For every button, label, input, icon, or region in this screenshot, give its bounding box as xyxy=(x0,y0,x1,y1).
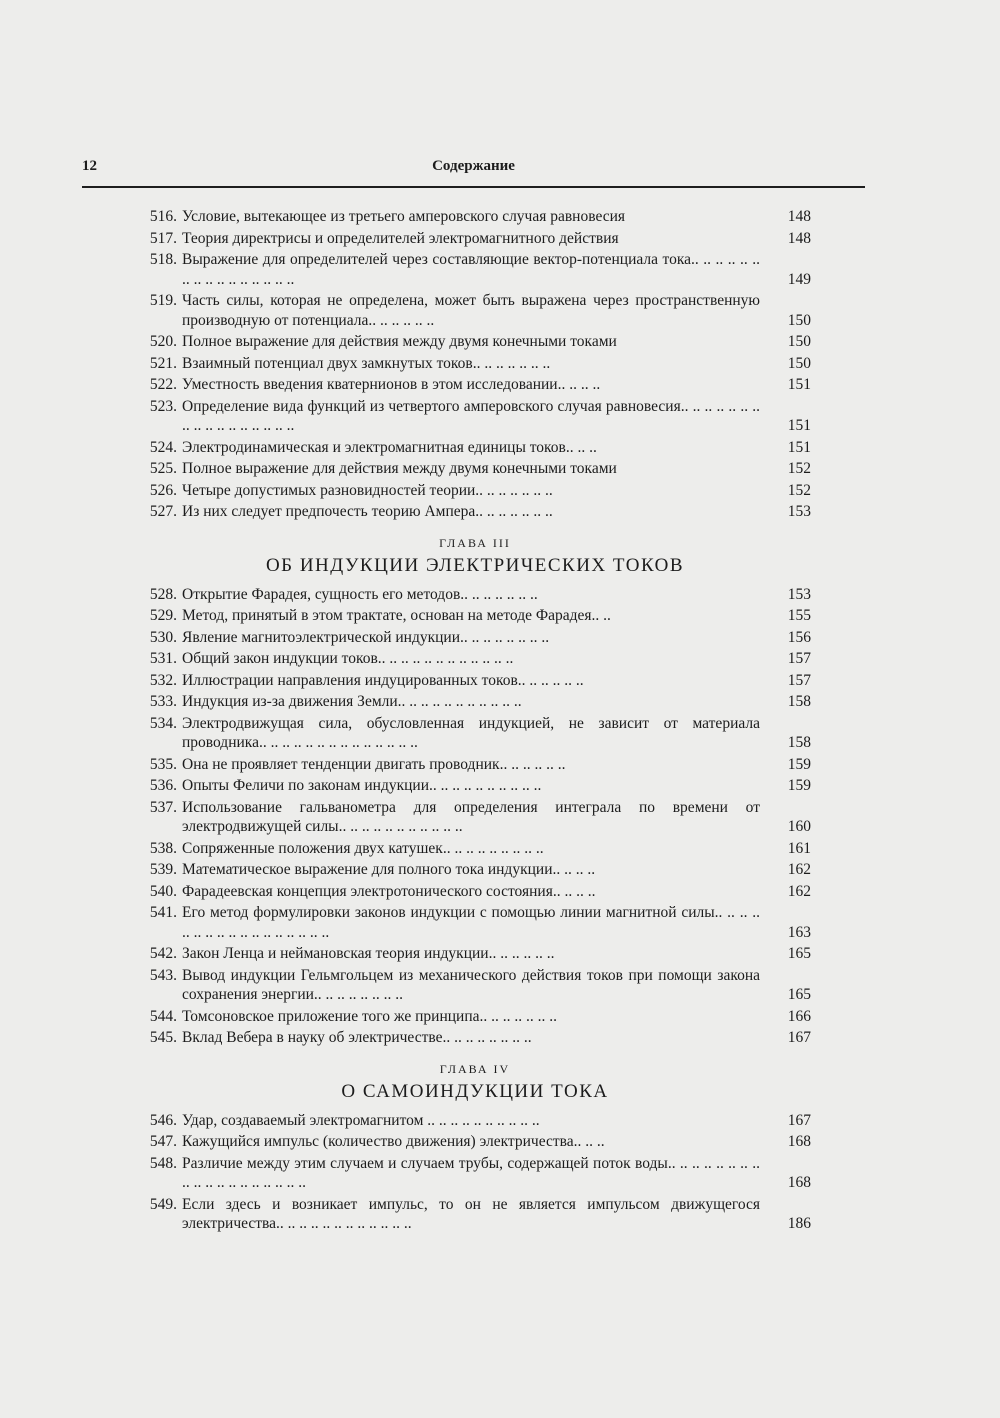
toc-entry-title: Фарадеевская концепция электротонического состояния.. .. .. .. xyxy=(182,882,596,900)
toc-entry-page: 159 xyxy=(787,777,811,794)
toc-entry xyxy=(125,839,825,859)
toc-entry-page: 158 xyxy=(787,734,811,751)
toc-entry-title: Из них следует предпочесть теорию Ампера.. .. .. .. .. .. .. xyxy=(182,503,553,520)
table-of-contents xyxy=(125,207,825,1236)
toc-entry-title: Определение вида функций из четвертого амперовского случая равновесия.. .. .. .. .. .. .. .. .. .. .. .. .. .. .. .. .. xyxy=(182,397,760,434)
toc-entry-number: 545. xyxy=(149,1029,177,1046)
toc-entry-number: 525. xyxy=(149,460,177,477)
toc-entry xyxy=(125,250,825,289)
toc-entry xyxy=(125,1195,825,1234)
toc-entry-page: 167 xyxy=(787,1111,811,1129)
toc-entry-title: Математическое выражение для полного тока индукции.. .. .. .. xyxy=(182,861,596,878)
toc-entry-title: Закон Ленца и неймановская теория индукции.. .. .. .. .. .. xyxy=(182,945,555,962)
toc-entry-number: 520. xyxy=(149,333,177,350)
toc-entry-number: 548. xyxy=(149,1154,177,1172)
toc-entry-title: Кажущийся импульс (количество движения) электричества.. .. .. xyxy=(182,1133,605,1150)
toc-entry xyxy=(125,375,825,395)
toc-entry xyxy=(125,714,825,753)
toc-entry-number: 538. xyxy=(149,839,177,857)
chapter-title: ОБ ИНДУКЦИИ ЭЛЕКТРИЧЕСКИХ ТОКОВ xyxy=(265,554,685,576)
toc-entry xyxy=(125,882,825,902)
toc-entry xyxy=(125,354,825,374)
toc-entry-title: Вклад Вебера в науку об электричестве.. .. .. .. .. .. .. .. xyxy=(182,1029,532,1046)
toc-entry-page: 150 xyxy=(787,311,811,329)
toc-entry-page: 153 xyxy=(787,585,811,603)
toc-entry-page: 156 xyxy=(787,628,811,646)
toc-entry xyxy=(125,776,825,796)
toc-entry-title: Метод, принятый в этом трактате, основан на методе Фарадея.. .. xyxy=(182,607,611,624)
toc-entry-number: 541. xyxy=(149,904,177,921)
toc-entry-number: 527. xyxy=(149,503,177,520)
toc-section-chapter-2-end xyxy=(125,207,825,522)
toc-entry xyxy=(125,692,825,712)
toc-entry-page: 149 xyxy=(787,270,811,288)
toc-entry-title: Томсоновское приложение того же принципа.. .. .. .. .. .. .. xyxy=(182,1007,558,1025)
toc-entry xyxy=(125,459,825,479)
toc-entry-number: 539. xyxy=(149,861,177,878)
chapter-title: О САМОИНДУКЦИИ ТОКА xyxy=(341,1080,609,1102)
toc-entry-page: 157 xyxy=(787,671,811,689)
toc-entry xyxy=(125,1028,825,1048)
toc-entry xyxy=(125,606,825,626)
toc-entry-title: Часть силы, которая не определена, может быть выражена через пространственную производную от потенциала.. .. .. .. .. .. xyxy=(182,292,760,329)
toc-entry xyxy=(125,671,825,691)
toc-entry xyxy=(125,1132,825,1152)
toc-entry-number: 535. xyxy=(149,755,177,773)
toc-entry-page: 162 xyxy=(787,861,811,878)
toc-entry-title: Явление магнитоэлектрической индукции.. .. .. .. .. .. .. .. xyxy=(182,628,550,646)
toc-entry-page: 168 xyxy=(787,1133,811,1150)
toc-entry-number: 536. xyxy=(149,777,177,794)
toc-entry-title: Общий закон индукции токов.. .. .. .. .. .. .. .. .. .. .. .. xyxy=(182,650,514,667)
toc-entry-title: Уместность введения кватернионов в этом исследовании.. .. .. .. xyxy=(182,376,601,393)
toc-entry-title: Сопряженные положения двух катушек.. .. .. .. .. .. .. .. .. xyxy=(182,839,544,857)
chapter-label: ГЛАВА III xyxy=(439,535,511,550)
toc-entry-title: Индукция из-за движения Земли.. .. .. .. .. .. .. .. .. .. .. xyxy=(182,693,522,710)
toc-entry xyxy=(125,438,825,458)
toc-entry-number: 521. xyxy=(149,354,177,372)
toc-entry xyxy=(125,229,825,249)
toc-entry xyxy=(125,1111,825,1131)
toc-entry xyxy=(125,332,825,352)
toc-entry-title: Иллюстрации направления индуцированных токов.. .. .. .. .. .. xyxy=(182,671,584,689)
toc-entry-number: 518. xyxy=(149,251,177,268)
toc-entry-number: 547. xyxy=(149,1133,177,1150)
toc-entry xyxy=(125,207,825,227)
toc-entry-title: Полное выражение для действия между двумя конечными токами xyxy=(182,333,617,350)
toc-section-chapter-4 xyxy=(125,1111,825,1234)
toc-entry-number: 516. xyxy=(149,208,177,225)
toc-entry-title: Электродинамическая и электромагнитная единицы токов.. .. .. xyxy=(182,438,597,456)
toc-entry-page: 151 xyxy=(787,438,811,456)
toc-entry-number: 523. xyxy=(149,397,177,415)
toc-entry-number: 543. xyxy=(149,966,177,984)
toc-entry-number: 533. xyxy=(149,693,177,710)
page-number: 12 xyxy=(82,158,97,174)
toc-entry-page: 161 xyxy=(787,839,811,857)
toc-entry-title: Четыре допустимых разновидностей теории.. .. .. .. .. .. .. xyxy=(182,481,553,499)
toc-entry-title: Опыты Феличи по законам индукции.. .. .. .. .. .. .. .. .. .. xyxy=(182,777,542,794)
toc-entry-page: 165 xyxy=(787,986,811,1003)
page-header xyxy=(82,156,865,188)
toc-entry xyxy=(125,903,825,942)
toc-entry-title: Электродвижущая сила, обусловленная индукцией, не зависит от материала проводника.. .. .. .. .. .. .. .. .. .. .. .. .. .. xyxy=(182,714,760,751)
toc-entry-title: Различие между этим случаем и случаем трубы, содержащей поток воды.. .. .. .. .. .. .. .. .. .. .. .. .. .. .. .. .. .. .. xyxy=(182,1154,760,1191)
toc-entry-title: Использование гальванометра для определения интеграла по времени от электродвижущей силы.. .. .. .. .. .. .. .. .. .. .. xyxy=(182,798,760,835)
toc-entry-title: Открытие Фарадея, сущность его методов.. .. .. .. .. .. .. xyxy=(182,585,538,603)
toc-entry-page: 168 xyxy=(787,1174,811,1191)
toc-entry-page: 160 xyxy=(787,818,811,835)
toc-entry-page: 166 xyxy=(787,1007,811,1025)
toc-entry-title: Выражение для определителей через составляющие вектор-потенциала тока.. .. .. .. .. .. .. .. .. .. .. .. .. .. .. .. xyxy=(182,251,760,288)
toc-entry-page: 159 xyxy=(787,755,811,773)
running-title: Содержание xyxy=(432,158,515,174)
toc-entry xyxy=(125,397,825,436)
toc-entry-title: Взаимный потенциал двух замкнутых токов.. .. .. .. .. .. .. xyxy=(182,354,551,372)
toc-entry-page: 148 xyxy=(787,229,811,247)
toc-entry-page: 162 xyxy=(787,882,811,900)
toc-entry xyxy=(125,860,825,880)
toc-entry-title: Удар, создаваемый электромагнитом .. .. .. .. .. .. .. .. .. .. xyxy=(182,1111,540,1129)
toc-entry-page: 152 xyxy=(787,481,811,499)
toc-entry-number: 540. xyxy=(149,882,177,900)
toc-entry-number: 526. xyxy=(149,481,177,499)
toc-entry-page: 158 xyxy=(787,693,811,710)
toc-entry-page: 148 xyxy=(787,208,811,225)
toc-entry xyxy=(125,585,825,605)
toc-entry-number: 530. xyxy=(149,628,177,646)
toc-entry-number: 529. xyxy=(149,607,177,624)
toc-entry-title: Вывод индукции Гельмгольцем из механического действия токов при помощи закона сохранения энергии.. .. .. .. .. .. .. .. xyxy=(182,966,760,1003)
toc-entry xyxy=(125,944,825,964)
toc-entry xyxy=(125,502,825,522)
toc-entry xyxy=(125,755,825,775)
toc-entry xyxy=(125,1154,825,1193)
toc-entry-title: Теория директрисы и определителей электромагнитного действия xyxy=(182,229,619,247)
chapter-label: ГЛАВА IV xyxy=(439,1061,511,1076)
toc-entry-number: 546. xyxy=(149,1111,177,1129)
toc-entry-page: 151 xyxy=(787,417,811,434)
toc-entry-number: 517. xyxy=(149,229,177,247)
toc-entry-number: 532. xyxy=(149,671,177,689)
toc-entry-page: 165 xyxy=(787,945,811,962)
toc-entry-page: 186 xyxy=(787,1215,811,1232)
toc-entry xyxy=(125,1007,825,1027)
toc-entry-page: 155 xyxy=(787,607,811,624)
toc-entry-page: 152 xyxy=(787,460,811,477)
toc-entry-number: 519. xyxy=(149,292,177,309)
toc-entry-title: Полное выражение для действия между двумя конечными токами xyxy=(182,460,617,477)
toc-entry-number: 537. xyxy=(149,798,177,816)
toc-entry-number: 544. xyxy=(149,1007,177,1025)
toc-entry xyxy=(125,966,825,1005)
toc-entry-number: 534. xyxy=(149,714,177,732)
toc-entry xyxy=(125,649,825,669)
toc-entry-page: 150 xyxy=(787,354,811,372)
toc-section-chapter-3 xyxy=(125,585,825,1048)
toc-entry-page: 151 xyxy=(787,376,811,393)
toc-entry xyxy=(125,628,825,648)
toc-entry xyxy=(125,798,825,837)
toc-entry-page: 167 xyxy=(787,1029,811,1046)
toc-entry-page: 153 xyxy=(787,503,811,520)
toc-entry-number: 531. xyxy=(149,650,177,667)
toc-entry-page: 163 xyxy=(787,923,811,941)
toc-entry-number: 528. xyxy=(149,585,177,603)
toc-entry-page: 150 xyxy=(787,333,811,350)
toc-entry-title: Она не проявляет тенденции двигать проводник.. .. .. .. .. .. xyxy=(182,755,566,773)
toc-entry-number: 549. xyxy=(149,1195,177,1213)
toc-entry xyxy=(125,481,825,501)
toc-entry-number: 524. xyxy=(149,438,177,456)
toc-entry-page: 157 xyxy=(787,650,811,667)
toc-entry-title: Условие, вытекающее из третьего амперовского случая равновесия xyxy=(182,208,626,225)
toc-entry-number: 542. xyxy=(149,945,177,962)
toc-entry-title: Если здесь и возникает импульс, то он не является импульсом движущегося электричества.. .. .. .. .. .. .. .. .. .. .. .. xyxy=(182,1195,760,1232)
toc-entry-title: Его метод формулировки законов индукции с помощью линии магнитной силы.. .. .. .. .. .. .. .. .. .. .. .. .. .. .. .. .. xyxy=(182,904,760,941)
toc-entry-number: 522. xyxy=(149,376,177,393)
toc-entry xyxy=(125,291,825,330)
